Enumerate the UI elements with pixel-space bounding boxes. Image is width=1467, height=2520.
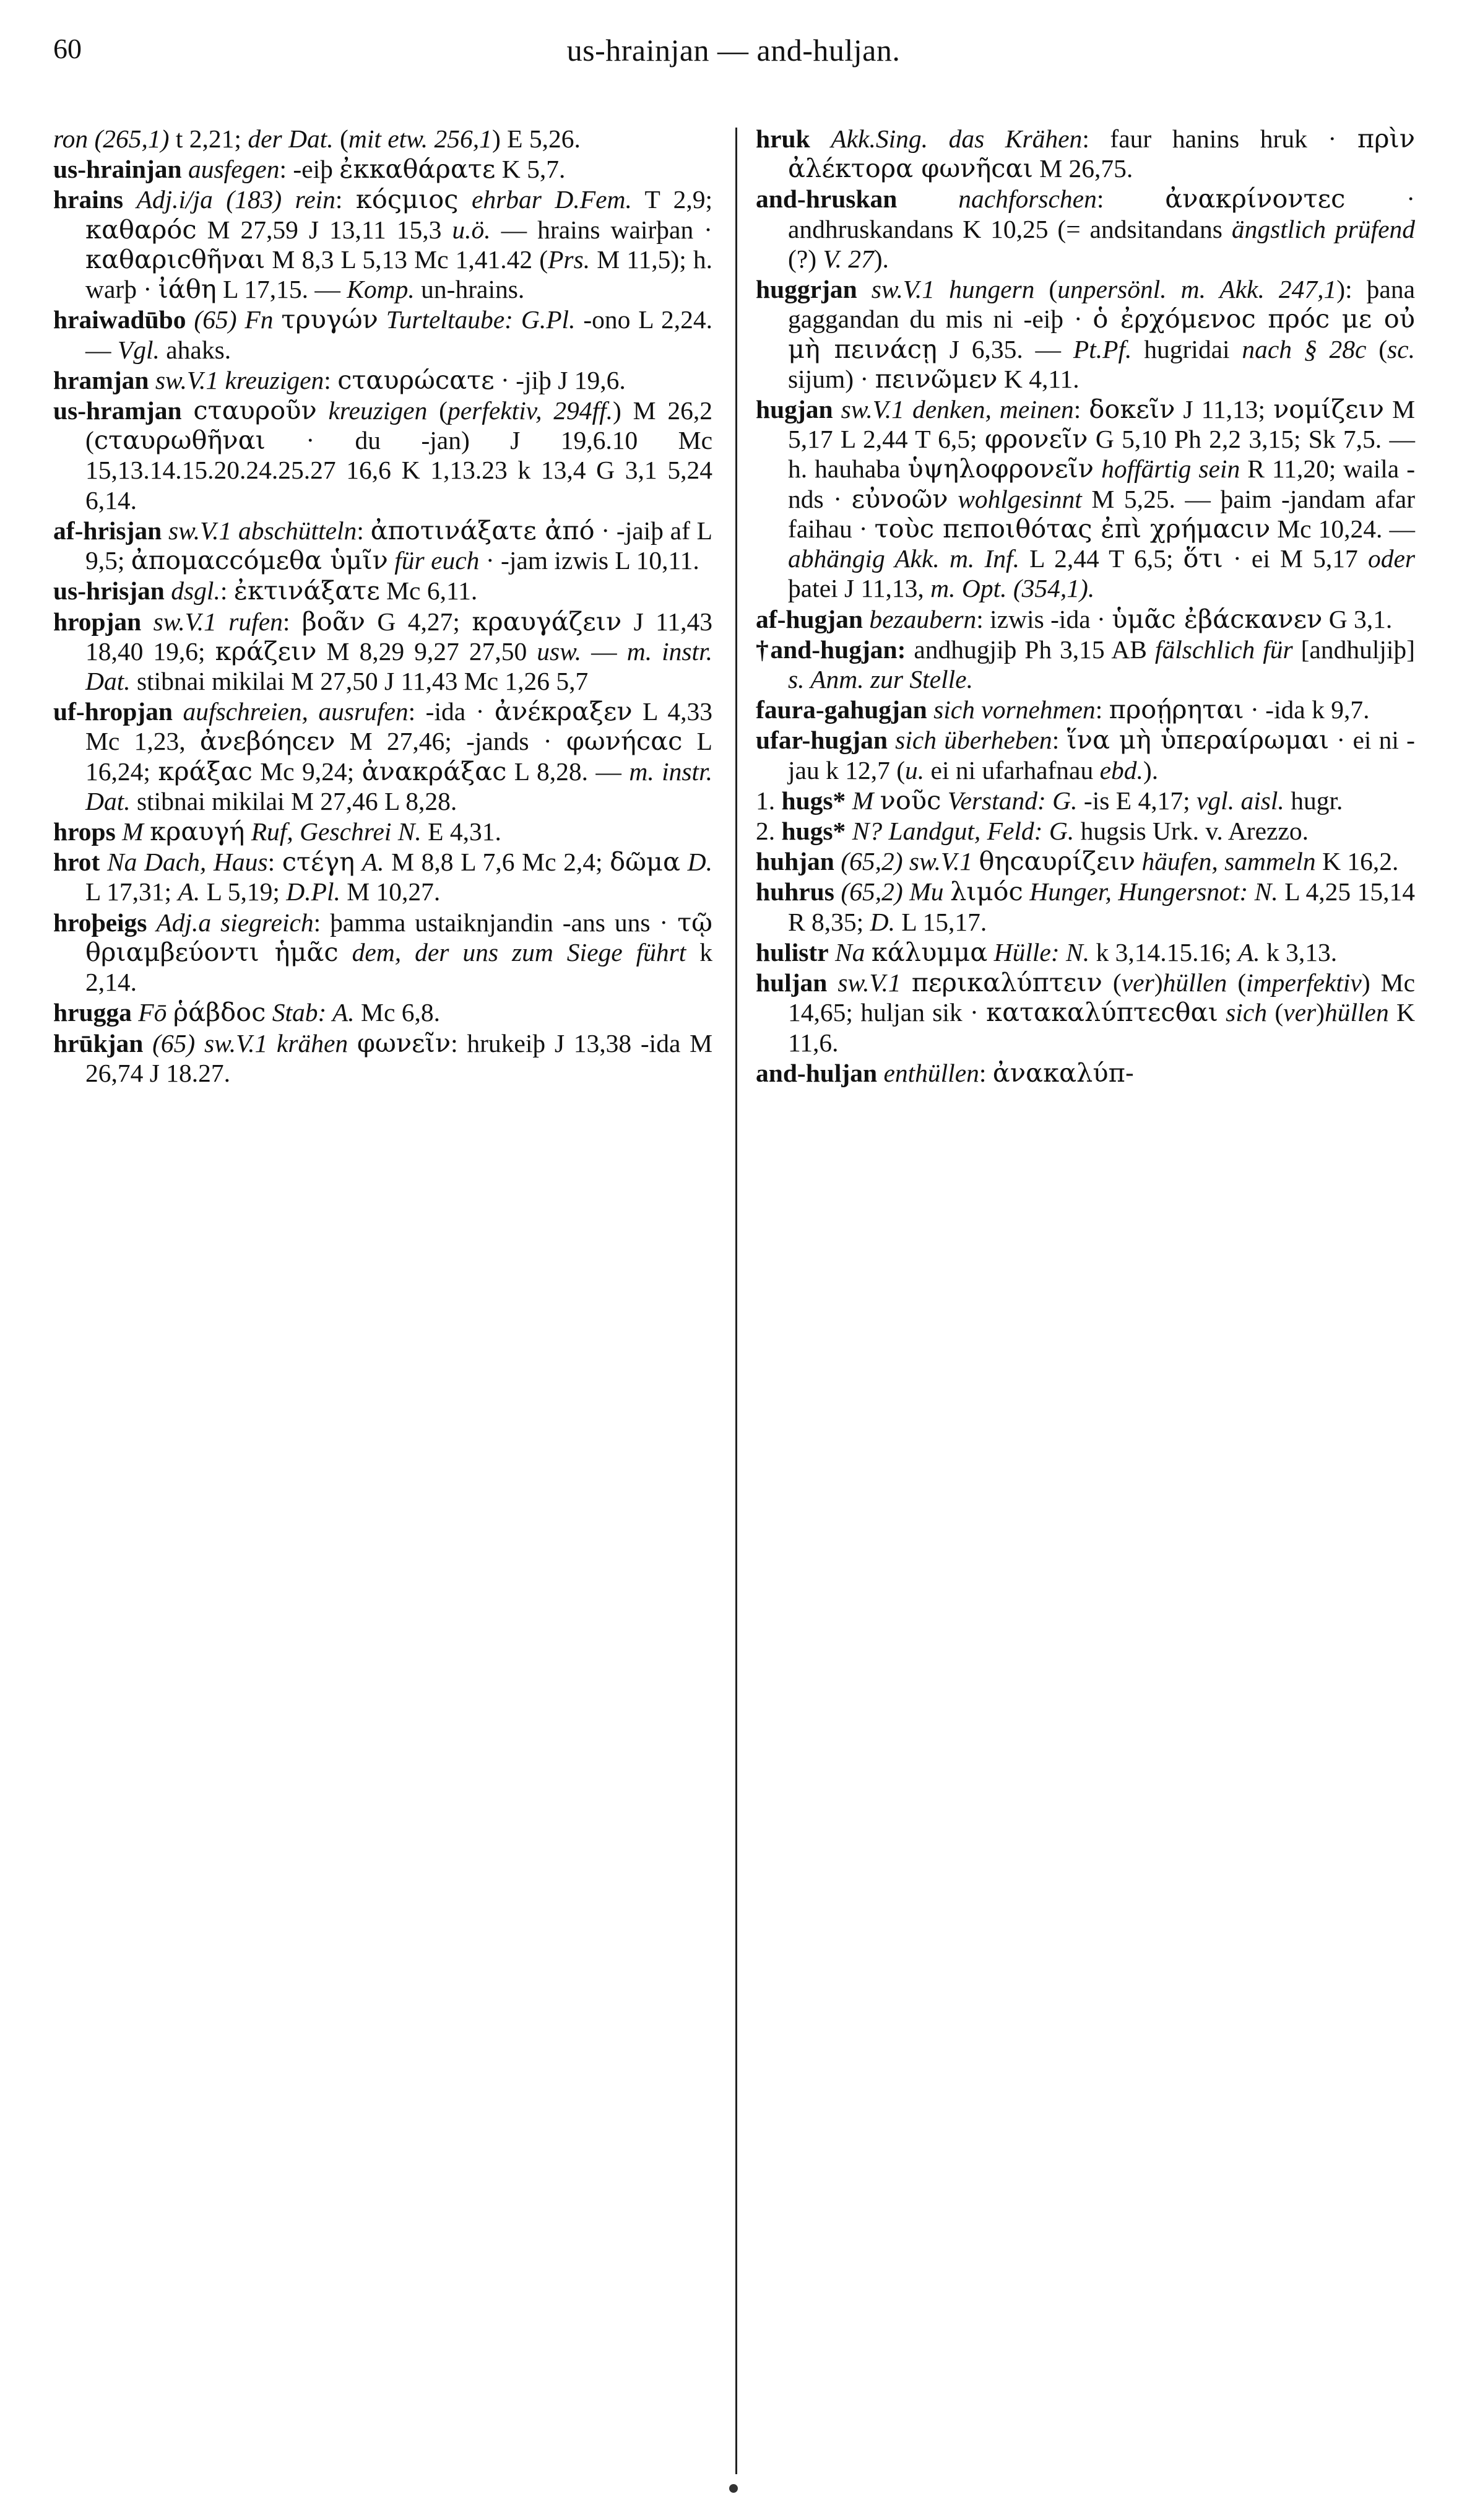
dictionary-entry: hugjan sw.V.1 denken, meinen: δοκεῖν J 11,13; νομίζειν M 5,17 L 2,44 T 6,5; φρονεῖν G 5,10 Ph 2,2 3,15; Sk 7,5. — h. hauhaba ὑψηλοφρονεῖν hoffärtig sein R 11,20; waila -nds · εὐνοῶν wohlgesinnt M 5,25. — þaim -jandam afar faihau · τοὺc πεποιθότας ἐπὶ χρήμαcιν Mc 10,24. — abhängig Akk. m. Inf. L 2,44 T 6,5; ὅτι · ei M 5,17 oder þatei J 11,13, m. Opt. (354,1). (756, 393, 1416, 603)
dictionary-entry: hulistr Na κάλυμμα Hülle: N. k 3,14.15.16; A. k 3,13. (756, 936, 1338, 967)
dictionary-entry: af-hugjan bezaubern: izwis -ida · ὑμᾶc ἐβάcκανεν G 3,1. (756, 603, 1393, 634)
dictionary-entry: huhjan (65,2) sw.V.1 θηcαυρίζειν häufen, sammeln K 16,2. (756, 846, 1399, 877)
dictionary-entry: and-huljan enthüllen: ἀνακαλύπ- (756, 1057, 1134, 1088)
text-columns (53, 124, 1415, 2477)
dictionary-entry: hruk Akk.Sing. das Krähen: faur hanins hruk · πρὶν ἀλέκτορα φωνῆcαι M 26,75. (756, 123, 1415, 184)
dictionary-entry: †and-hugjan: andhugjiþ Ph 3,15 AB fälschlich für [andhuljiþ] s. Anm. zur Stelle. (756, 635, 1415, 693)
dictionary-entry: hrops M κραυγή Ruf, Geschrei N. E 4,31. (53, 816, 501, 847)
dictionary-entry: hrot Na Dach, Haus: cτέγη A. M 8,8 L 7,6 Mc 2,4; δῶμα D. L 17,31; A. L 5,19; D.Pl. M 10,27. (53, 846, 712, 906)
dictionary-entry: hrains Adj.i/ja (183) rein: κόςμιος ehrbar D.Fem. T 2,9; καθαρόc M 27,59 J 13,11 15,3 u.ö. — hrains wairþan · καθαριcθῆναι M 8,3 L 5,13 Mc 1,41.42 (Prs. M 11,5); h. warþ · ἰάθη L 17,15. — Komp. un-hrains. (53, 184, 713, 305)
dictionary-entry: 2. hugs* N? Landgut, Feld: G. hugsis Urk. v. Arezzo. (756, 817, 1309, 846)
dictionary-entry: hrugga Fō ῥάβδοc Stab: A. Mc 6,8. (53, 997, 440, 1028)
dictionary-entry: us-hramjan cταυροῦν kreuzigen (perfektiv, 294ff.) M 26,2 (cταυρωθῆναι · du -jan) J 19,6.10 Mc 15,13.14.15.20.24.25.27 16,6 K 1,13.23 k 13,4 G 3,1 5,24 6,14. (53, 394, 713, 515)
dictionary-entry: ron (265,1) t 2,21; der Dat. (mit etw. 256,1) E 5,26. (53, 124, 581, 153)
dictionary-entry: and-hruskan nachforschen: ἀνακρίνοντεc · andhruskandans K 10,25 (= andsitandans ängstlich prüfend (?) V. 27). (756, 183, 1416, 273)
dictionary-entry: hramjan sw.V.1 kreuzigen: cταυρώcατε · -jiþ J 19,6. (53, 364, 626, 395)
running-title: us-hrainjan — and-huljan. (566, 33, 901, 67)
dictionary-entry: uf-hropjan aufschreien, ausrufen: -ida · ἀνέκραξεν L 4,33 Mc 1,23, ἀνεβόηcεν M 27,46; -jands · φωνήcαc L 16,24; κράξαc Mc 9,24; ἀνακράξαc L 8,28. — m. instr. Dat. stibnai mikilai M 27,46 L 8,28. (53, 696, 713, 815)
page-number: 60 (53, 33, 82, 64)
dictionary-entry: huhrus (65,2) Mu λιμόc Hunger, Hungersnot: N. L 4,25 15,14 R 8,35; D. L 15,17. (756, 876, 1416, 936)
dictionary-entry: us-hrisjan dsgl.: ἐκτινάξατε Mc 6,11. (53, 575, 478, 606)
page-footmark (729, 2484, 738, 2493)
right-column (756, 124, 1415, 1088)
dictionary-entry: us-hrainjan ausfegen: -eiþ ἐκκαθάρατε K 5,7. (53, 154, 566, 185)
dictionary-entry: hropjan sw.V.1 rufen: βοᾶν G 4,27; κραυγάζειν J 11,43 18,40 19,6; κράζειν M 8,29 9,27 27,50 usw. — m. instr. Dat. stibnai mikilai M 27,50 J 11,43 Mc 1,26 5,7 (53, 606, 713, 695)
page-header (0, 32, 1467, 76)
dictionary-entry: 1. hugs* M νοῦc Verstand: G. -is E 4,17; vgl. aisl. hugr. (756, 784, 1343, 815)
dictionary-entry: huggrjan sw.V.1 hungern (unpersönl. m. Akk. 247,1): þana gaggandan du mis ni -eiþ · ὁ ἐρχόμενοc πρόc με οὐ μὴ πεινάcῃ J 6,35. — Pt.Pf. hugridai nach § 28c (sc. sijum) · πεινῶμεν K 4,11. (756, 275, 1416, 394)
dictionary-entry: hroþeigs Adj.a siegreich: þamma ustaiknjandin -ans uns · τῷ θριαμβεύοντι ἡμᾶc dem, der uns zum Siege führt k 2,14. (53, 906, 713, 997)
column-divider (735, 128, 737, 2474)
dictionary-entry: huljan sw.V.1 περικαλύπτειν (ver)hüllen (imperfektiv) Mc 14,65; huljan sik · κατακαλύπτεcθαι sich (ver)hüllen K 11,6. (756, 967, 1416, 1057)
left-column (53, 124, 712, 1088)
dictionary-entry: hrūkjan (65) sw.V.1 krähen φωνεῖν: hrukeiþ J 13,38 -ida M 26,74 J 18.27. (53, 1027, 713, 1087)
dictionary-entry: hraiwadūbo (65) Fn τρυγών Turteltaube: G.Pl. -ono L 2,24. — Vgl. ahaks. (53, 304, 713, 364)
dictionary-entry: faura-gahugjan sich vornehmen: προῄρηται · -ida k 9,7. (756, 694, 1370, 725)
dictionary-entry: af-hrisjan sw.V.1 abschütteln: ἀποτινάξατε ἀπό · -jaiþ af L 9,5; ἀπομαccόμεθα ὑμῖν für euch · -jam izwis L 10,11. (53, 515, 712, 576)
dictionary-entry: ufar-hugjan sich überheben: ἵνα μὴ ὑπεραίρωμαι · ei ni -jau k 12,7 (u. ei ni ufarhafnau ebd.). (756, 724, 1416, 784)
